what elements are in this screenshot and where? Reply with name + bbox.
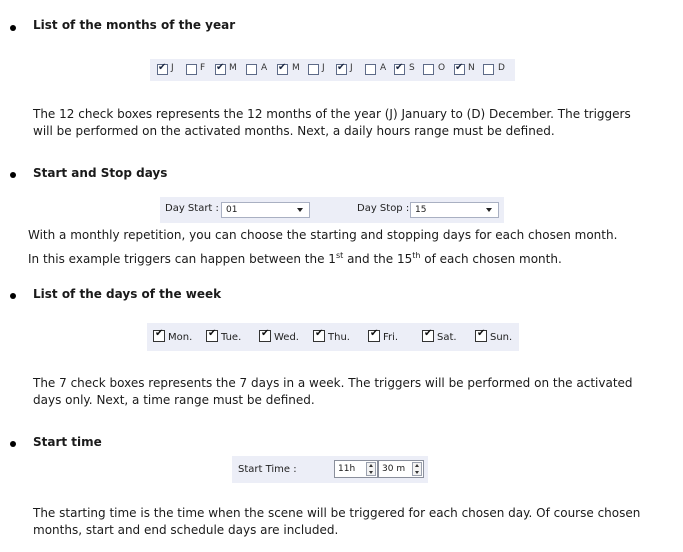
- minutes-spinner[interactable]: [378, 460, 424, 478]
- month-letter-2: F: [200, 63, 206, 73]
- month-checkbox-7[interactable]: [336, 64, 347, 75]
- bullet: [10, 25, 16, 31]
- bullet: [10, 441, 16, 447]
- month-letter-9: S: [409, 63, 415, 73]
- day-stop-value: 15: [415, 205, 427, 215]
- month-checkbox-3[interactable]: [215, 64, 226, 75]
- month-letter-10: O: [438, 63, 446, 73]
- start-time-description: The starting time is the time when the scene will be triggered for each chosen day. Of course chosen months, start and end schedule days are included.: [33, 506, 641, 537]
- section-heading-months: List of the months of the year: [33, 18, 236, 32]
- hours-spinner[interactable]: [334, 460, 378, 478]
- weekday-checkbox-fri[interactable]: ✔ Fri.: [368, 330, 398, 344]
- start-stop-line-2-part-a: In this example triggers can happen between the 1: [28, 252, 336, 266]
- weekday-checkbox-thu[interactable]: ✔ Thu.: [313, 330, 350, 344]
- day-start-label: Day Start :: [165, 203, 219, 214]
- month-checkbox-6[interactable]: [308, 64, 319, 75]
- start-time-panel: [232, 456, 428, 483]
- month-letter-12: D: [498, 63, 505, 73]
- weekday-checkbox-sat[interactable]: ✔ Sat.: [422, 330, 457, 344]
- month-checkbox-11[interactable]: [454, 64, 465, 75]
- start-stop-line-2: [28, 246, 562, 269]
- month-checkbox-12[interactable]: [483, 64, 494, 75]
- month-checkbox-8[interactable]: [365, 64, 376, 75]
- chevron-down-icon: [486, 208, 492, 212]
- start-stop-line-2-part-c: of each chosen month.: [420, 252, 562, 266]
- weekday-checkbox-panel: [147, 323, 519, 351]
- month-letter-4: A: [261, 63, 268, 73]
- month-letter-5: M: [292, 63, 300, 73]
- month-checkbox-4[interactable]: [246, 64, 257, 75]
- month-letter-8: A: [380, 63, 387, 73]
- start-time-label: Start Time :: [238, 464, 297, 475]
- month-checkbox-panel: [150, 59, 515, 81]
- month-letter-1: J: [171, 63, 174, 73]
- month-letter-3: M: [229, 63, 237, 73]
- section-heading-start-stop: Start and Stop days: [33, 166, 168, 180]
- bullet: [10, 293, 16, 299]
- months-description: The 12 check boxes represents the 12 months of the year (J) January to (D) December. The triggers will be performed on the activated months. Next, a daily hours range must be defined.: [33, 107, 631, 138]
- start-stop-line-2-part-b: and the 15: [343, 252, 413, 266]
- month-checkbox-2[interactable]: [186, 64, 197, 75]
- month-checkbox-9[interactable]: [394, 64, 405, 75]
- chevron-down-icon: [297, 208, 303, 212]
- weekday-checkbox-tue[interactable]: ✔ Tue.: [206, 330, 241, 344]
- section-heading-start-time: Start time: [33, 435, 102, 449]
- month-letter-11: N: [468, 63, 475, 73]
- weekday-checkbox-wed[interactable]: ✔ Wed.: [259, 330, 299, 344]
- month-checkbox-1[interactable]: [157, 64, 168, 75]
- month-letter-7: J: [350, 63, 353, 73]
- section-heading-weekdays: List of the days of the week: [33, 287, 222, 301]
- day-start-select[interactable]: [221, 202, 310, 218]
- spinner-arrows-icon[interactable]: [412, 462, 422, 476]
- spinner-arrows-icon[interactable]: [366, 462, 376, 476]
- day-stop-label: Day Stop :: [357, 203, 410, 214]
- weekday-checkbox-mon[interactable]: ✔Mon.: [153, 330, 192, 344]
- start-stop-line-1: With a monthly repetition, you can choose the starting and stopping days for each chosen month.: [28, 228, 618, 242]
- weekday-checkbox-sun[interactable]: ✔ Sun.: [475, 330, 512, 344]
- ordinal-suffix-th: th: [412, 251, 421, 260]
- bullet: [10, 172, 16, 178]
- month-checkbox-5[interactable]: [277, 64, 288, 75]
- day-range-panel: [160, 197, 504, 223]
- minutes-value: 30 m: [382, 464, 406, 474]
- month-checkbox-10[interactable]: [423, 64, 434, 75]
- day-stop-select[interactable]: [410, 202, 499, 218]
- ordinal-suffix-st: st: [335, 251, 344, 260]
- day-start-value: 01: [226, 205, 238, 215]
- month-letter-6: J: [322, 63, 325, 73]
- hours-value: 11h: [338, 464, 356, 474]
- weekdays-description: The 7 check boxes represents the 7 days in a week. The triggers will be performed on the activated days only. Next, a time range must be defined.: [33, 376, 633, 407]
